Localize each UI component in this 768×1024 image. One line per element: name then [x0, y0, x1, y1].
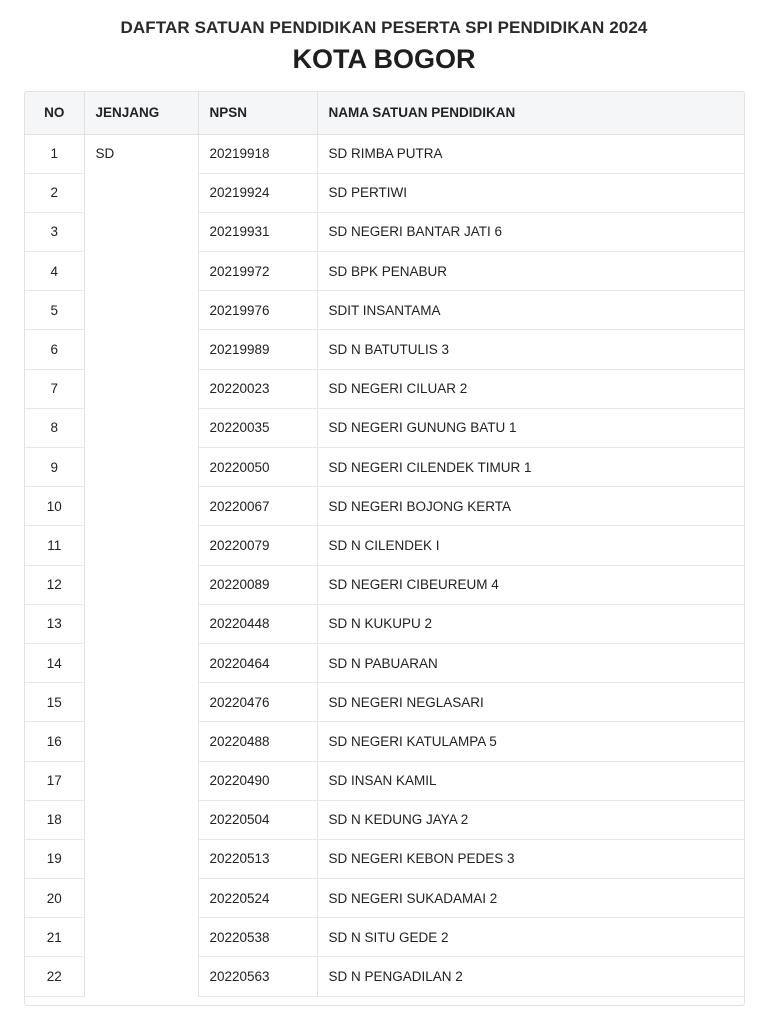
document-title: KOTA BOGOR [292, 44, 476, 74]
npsn-cell: 20219972 [198, 252, 317, 291]
npsn-cell: 20220490 [198, 761, 317, 800]
school-name-cell: SD N CILENDEK I [317, 526, 744, 565]
row-number: 20 [25, 879, 84, 918]
row-number: 7 [25, 369, 84, 408]
column-header-no: NO [25, 92, 84, 134]
row-number: 16 [25, 722, 84, 761]
school-table [25, 92, 744, 997]
npsn-cell: 20219924 [198, 173, 317, 212]
document-subtitle: DAFTAR SATUAN PENDIDIKAN PESERTA SPI PENDIDIKAN 2024 [120, 18, 648, 37]
npsn-cell: 20220464 [198, 643, 317, 682]
school-name-cell: SD PERTIWI [317, 173, 744, 212]
row-number: 11 [25, 526, 84, 565]
npsn-cell: 20220079 [198, 526, 317, 565]
row-number: 1 [25, 134, 84, 173]
row-number: 10 [25, 487, 84, 526]
row-number: 21 [25, 918, 84, 957]
school-name-cell: SD N KUKUPU 2 [317, 604, 744, 643]
column-header-nama: NAMA SATUAN PENDIDIKAN [317, 92, 744, 134]
column-header-npsn: NPSN [198, 92, 317, 134]
school-table-container [24, 91, 745, 1006]
school-name-cell: SD NEGERI BOJONG KERTA [317, 487, 744, 526]
npsn-cell: 20220524 [198, 879, 317, 918]
table-header-row [25, 92, 744, 134]
row-number: 9 [25, 448, 84, 487]
row-number: 17 [25, 761, 84, 800]
table-row [25, 134, 744, 173]
school-name-cell: SD NEGERI KATULAMPA 5 [317, 722, 744, 761]
school-name-cell: SD INSAN KAMIL [317, 761, 744, 800]
school-name-cell: SD RIMBA PUTRA [317, 134, 744, 173]
npsn-cell: 20220476 [198, 683, 317, 722]
row-number: 3 [25, 212, 84, 251]
npsn-cell: 20220050 [198, 448, 317, 487]
school-name-cell: SD NEGERI CILENDEK TIMUR 1 [317, 448, 744, 487]
jenjang-cell: SD [84, 134, 198, 996]
row-number: 22 [25, 957, 84, 996]
row-number: 4 [25, 252, 84, 291]
npsn-cell: 20219989 [198, 330, 317, 369]
npsn-cell: 20220538 [198, 918, 317, 957]
npsn-cell: 20220448 [198, 604, 317, 643]
row-number: 18 [25, 800, 84, 839]
school-name-cell: SD BPK PENABUR [317, 252, 744, 291]
npsn-cell: 20220089 [198, 565, 317, 604]
school-name-cell: SD NEGERI KEBON PEDES 3 [317, 839, 744, 878]
school-name-cell: SD NEGERI CIBEUREUM 4 [317, 565, 744, 604]
npsn-cell: 20220488 [198, 722, 317, 761]
npsn-cell: 20219931 [198, 212, 317, 251]
npsn-cell: 20220504 [198, 800, 317, 839]
row-number: 15 [25, 683, 84, 722]
row-number: 19 [25, 839, 84, 878]
row-number: 13 [25, 604, 84, 643]
npsn-cell: 20220023 [198, 369, 317, 408]
table-body [25, 134, 744, 996]
school-name-cell: SD NEGERI GUNUNG BATU 1 [317, 408, 744, 447]
school-name-cell: SDIT INSANTAMA [317, 291, 744, 330]
table-header [25, 92, 744, 134]
npsn-cell: 20220067 [198, 487, 317, 526]
school-name-cell: SD N KEDUNG JAYA 2 [317, 800, 744, 839]
npsn-cell: 20220563 [198, 957, 317, 996]
row-number: 14 [25, 643, 84, 682]
school-name-cell: SD N PABUARAN [317, 643, 744, 682]
school-name-cell: SD N SITU GEDE 2 [317, 918, 744, 957]
row-number: 2 [25, 173, 84, 212]
school-name-cell: SD N PENGADILAN 2 [317, 957, 744, 996]
npsn-cell: 20220035 [198, 408, 317, 447]
school-name-cell: SD N BATUTULIS 3 [317, 330, 744, 369]
row-number: 12 [25, 565, 84, 604]
school-name-cell: SD NEGERI BANTAR JATI 6 [317, 212, 744, 251]
npsn-cell: 20220513 [198, 839, 317, 878]
row-number: 6 [25, 330, 84, 369]
column-header-jenjang: JENJANG [84, 92, 198, 134]
npsn-cell: 20219976 [198, 291, 317, 330]
school-name-cell: SD NEGERI SUKADAMAI 2 [317, 879, 744, 918]
row-number: 5 [25, 291, 84, 330]
school-name-cell: SD NEGERI NEGLASARI [317, 683, 744, 722]
npsn-cell: 20219918 [198, 134, 317, 173]
school-name-cell: SD NEGERI CILUAR 2 [317, 369, 744, 408]
row-number: 8 [25, 408, 84, 447]
